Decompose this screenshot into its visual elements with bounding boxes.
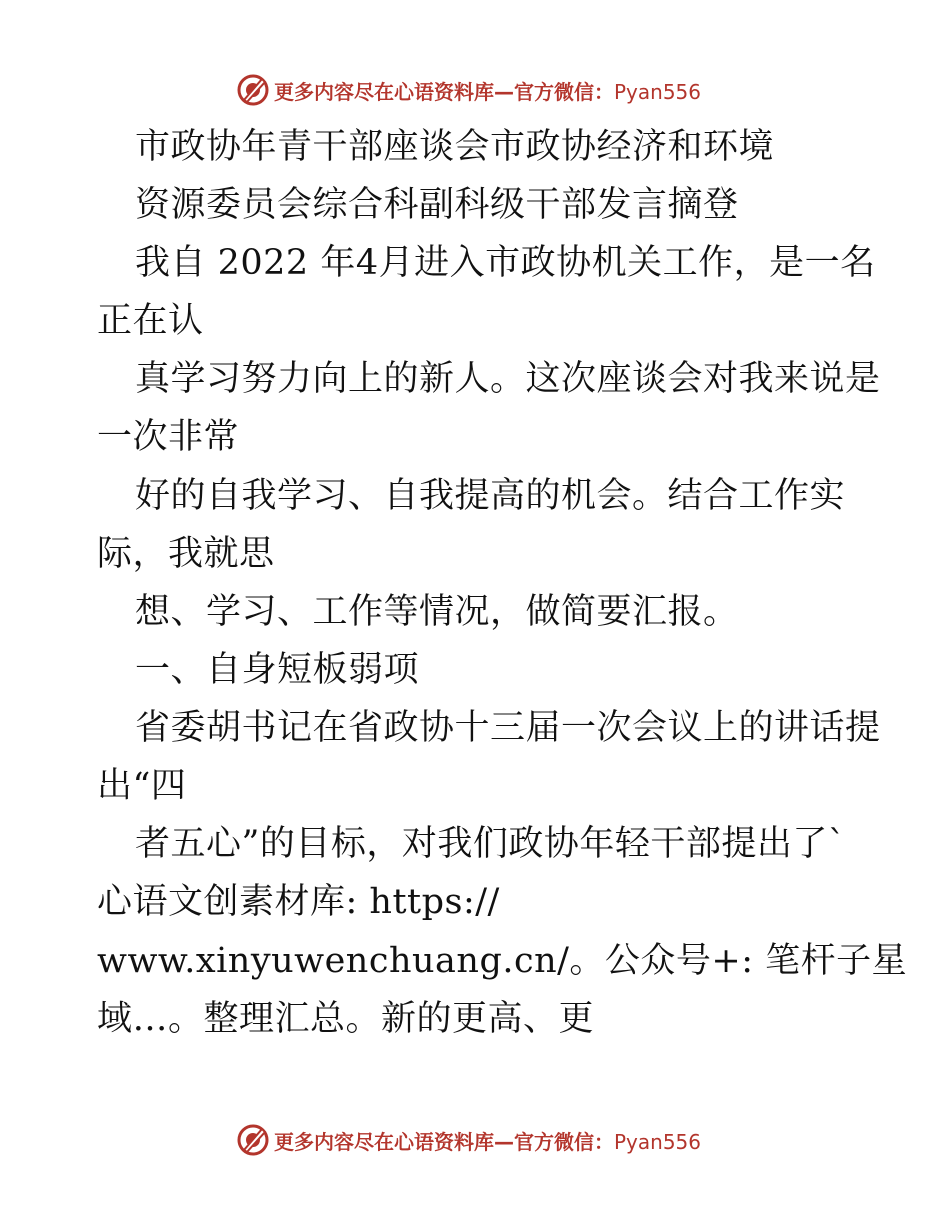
doc-line: 资源委员会综合科副科级干部发言摘登 — [135, 185, 739, 225]
section-heading: 一、自身短板弱项 — [135, 650, 420, 690]
footer-watermark — [236, 1122, 701, 1158]
doc-line: 正在认 — [97, 301, 204, 341]
doc-line: 市政协年青干部座谈会市政协经济和环境 — [135, 127, 775, 167]
watermark-text: 更多内容尽在心语资料库—官方微信： — [274, 79, 614, 104]
quill-seal-icon — [236, 1123, 270, 1157]
doc-line: 真学习努力向上的新人。这次座谈会对我来说是 — [135, 359, 881, 399]
watermark-wechat-id: Pyan556 — [614, 79, 702, 104]
doc-line: 想、学习、工作等情况，做简要汇报。 — [135, 592, 739, 632]
doc-line: 心语文创素材库: https:// — [97, 882, 500, 922]
doc-line: 域…。整理汇总。新的更高、更 — [97, 999, 595, 1039]
doc-line: www.xinyuwenchuang.cn/。公众号+: 笔杆子星 — [97, 941, 908, 981]
doc-line: 一次非常 — [97, 417, 240, 457]
doc-line: 出“四 — [97, 766, 187, 806]
watermark-wechat-id: Pyan556 — [614, 1129, 702, 1154]
watermark-text: 更多内容尽在心语资料库—官方微信： — [274, 1129, 614, 1154]
header-watermark — [236, 72, 701, 108]
doc-line: 我自 2022 年4月进入市政协机关工作，是一名 — [135, 243, 876, 283]
doc-line: 者五心”的目标，对我们政协年轻干部提出了` — [135, 824, 846, 864]
doc-line: 省委胡书记在省政协十三届一次会议上的讲话提 — [135, 708, 881, 748]
quill-seal-icon — [236, 73, 270, 107]
doc-line: 好的自我学习、自我提高的机会。结合工作实 — [135, 476, 846, 516]
doc-line: 际，我就思 — [97, 534, 275, 574]
